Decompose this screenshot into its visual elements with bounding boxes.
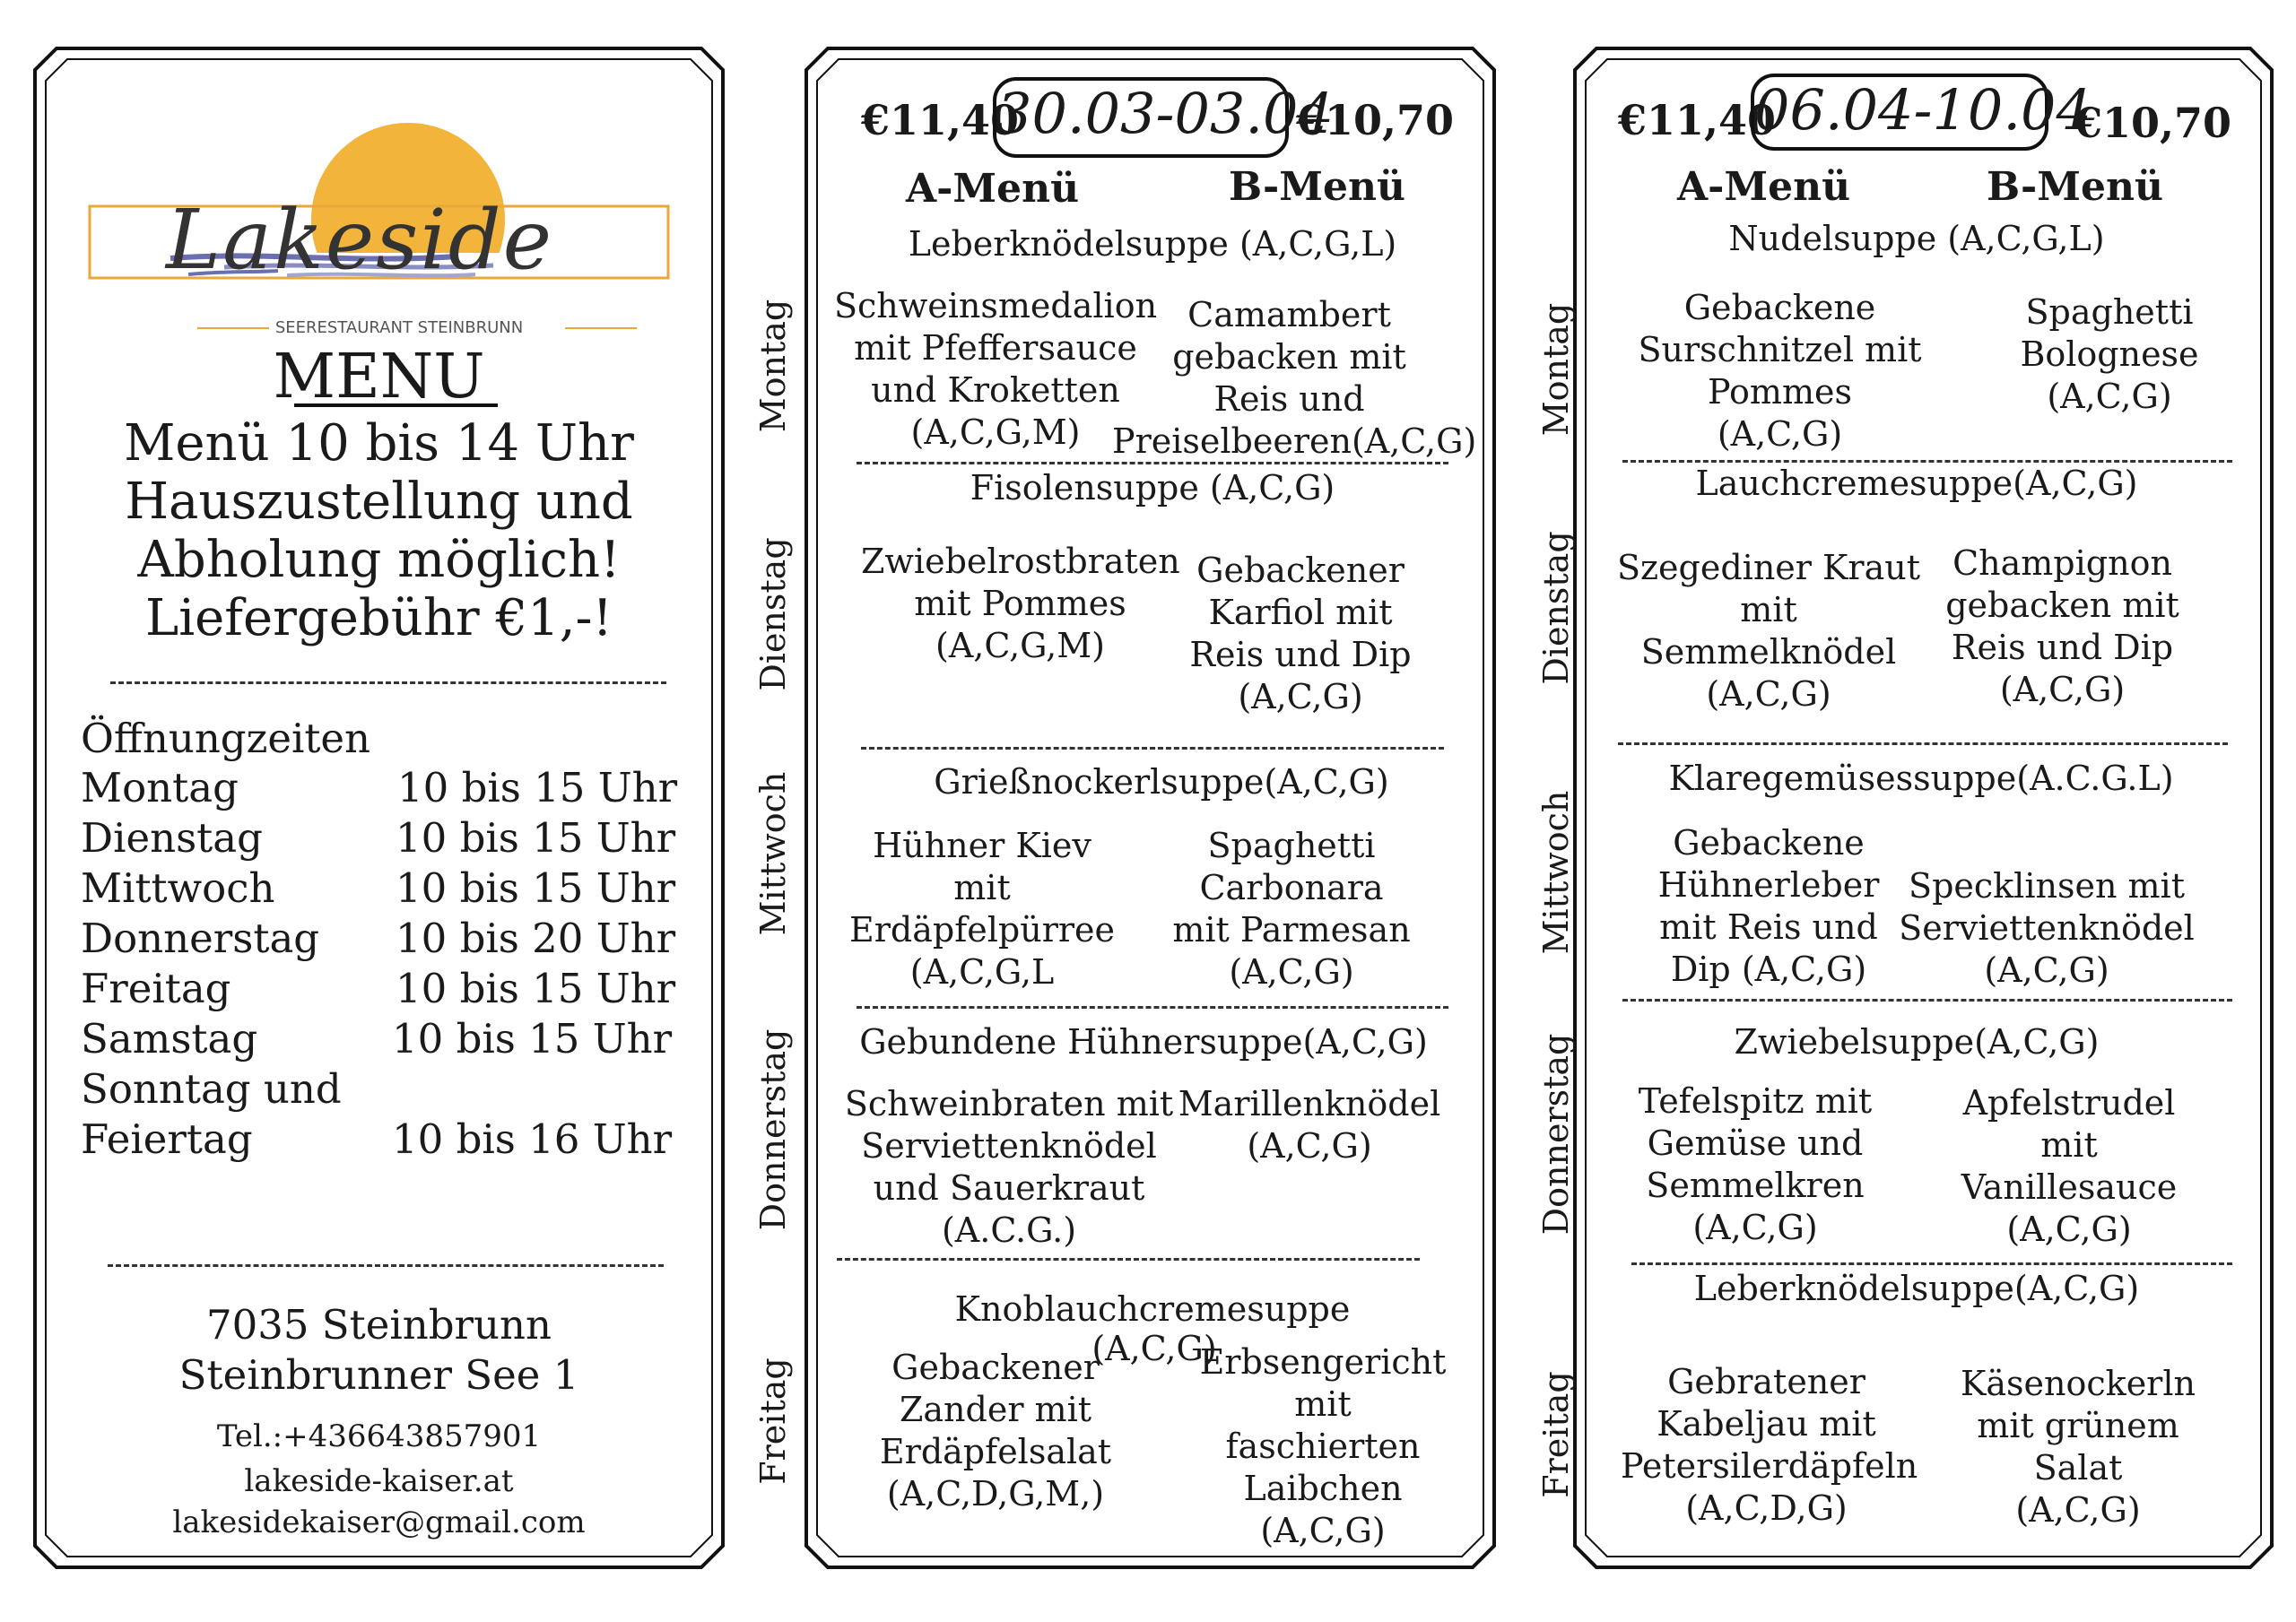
dish-line: (A,C,G,M)	[935, 626, 1105, 665]
dish-line: Schweinbraten mit	[844, 1084, 1174, 1123]
divider	[857, 462, 1448, 464]
day-label-dienstag: Dienstag	[753, 537, 793, 691]
dish-line: Specklinsen mit	[1909, 866, 2185, 906]
dish-line: Erdäpfelpürree	[848, 910, 1116, 950]
dish-line: Gebackener	[1196, 551, 1405, 590]
restaurant-logo	[81, 117, 673, 341]
soup: Grießnockerlsuppe(A,C,G)	[934, 762, 1389, 802]
dish-line: Zwiebelrostbraten	[861, 542, 1180, 581]
info-line: Hauszustellung und	[125, 473, 633, 531]
b-menu-dish	[1157, 825, 1426, 993]
dish-line: mit	[1294, 1384, 1352, 1424]
b-menu-dish	[1112, 294, 1477, 463]
dish-line: Bolognese	[2020, 334, 2199, 374]
dish-line: Salat	[2033, 1448, 2123, 1488]
dish-line: und Sauerkraut	[873, 1168, 1145, 1208]
divider	[857, 1006, 1448, 1009]
hours-day: Mittwoch	[81, 864, 275, 912]
logo-name: Lakeside	[166, 192, 554, 288]
dish-line: (A,C,D,G,M,)	[886, 1474, 1105, 1514]
dish-line: Hühner Kiev	[873, 826, 1091, 865]
day-label-dienstag: Dienstag	[1536, 531, 1576, 685]
dish-line: Kabeljau mit	[1657, 1404, 1876, 1444]
info-panel	[31, 45, 726, 1571]
dish-line: Semmelknödel	[1640, 632, 1897, 672]
soup: Fisolensuppe (A,C,G)	[970, 468, 1335, 507]
dish-line: Champignon	[1952, 543, 2172, 583]
dish-line: (A,C,G)	[2015, 1490, 2141, 1530]
hours-day: Dienstag	[81, 814, 263, 862]
dish-line: (A,C,G)	[1260, 1511, 1386, 1550]
divider	[1631, 1262, 2232, 1265]
dish-line: Gemüse und	[1647, 1123, 1864, 1163]
dish-line: Spaghetti	[2025, 292, 2194, 332]
dish-line: mit Reis und	[1659, 907, 1878, 947]
dish-line: Zander mit	[899, 1390, 1092, 1429]
hours-time: 10 bis 15 Uhr	[397, 764, 678, 811]
dish-line: (A,C,G)	[1238, 677, 1363, 716]
dish-line: Preiselbeeren(A,C,G)	[1112, 421, 1477, 461]
dish-line: Surschnitzel mit	[1638, 330, 1922, 369]
dish-line: und Kroketten	[871, 370, 1120, 410]
a-menu-dish	[1639, 822, 1899, 991]
day-label-donnerstag: Donnerstag	[1536, 1033, 1576, 1236]
email: lakesidekaiser@gmail.com	[172, 1505, 586, 1540]
divider	[837, 1258, 1420, 1261]
hours-day: Montag	[81, 764, 239, 811]
hours-day: Samstag	[81, 1015, 258, 1063]
dish-line: Serviettenknödel	[1899, 908, 2195, 948]
dish-line: Marillenknödel	[1178, 1084, 1441, 1123]
dish-line: Semmelkren	[1646, 1166, 1865, 1205]
dish-line: Reis und Dip	[1189, 635, 1412, 674]
day-label-montag: Montag	[1536, 302, 1576, 437]
dish-line: mit	[953, 868, 1011, 907]
soup: Lauchcremesuppe(A,C,G)	[1695, 464, 2138, 503]
dish-line: Pommes	[1708, 372, 1852, 412]
b-menu-dish	[1166, 550, 1435, 718]
dish-line: Petersilerdäpfeln	[1621, 1446, 1918, 1486]
day-label-freitag: Freitag	[1536, 1371, 1576, 1498]
soup-allergens: (A,C,G)	[1091, 1329, 1217, 1368]
dish-line: mit Parmesan	[1172, 910, 1411, 950]
menu-title-underline	[294, 403, 498, 407]
a-menu-dish	[1621, 1080, 1890, 1249]
soup: Knoblauchcremesuppe	[954, 1289, 1351, 1329]
b-menu-dish	[1921, 542, 2204, 711]
info-line: Liefergebühr €1,-!	[145, 589, 613, 647]
a-menu-dish	[861, 541, 1179, 667]
day-label-donnerstag: Donnerstag	[753, 1028, 793, 1231]
dish-line: mit Pfeffersauce	[854, 328, 1137, 368]
dish-line: (A,C,G)	[1999, 670, 2126, 709]
dish-line: Gebackene	[1683, 288, 1876, 327]
dish-line: (A,C,G,M)	[910, 412, 1081, 452]
price-a: €11,40	[1618, 96, 1777, 144]
dish-line: Gebratener	[1667, 1362, 1866, 1401]
hours-time: 10 bis 20 Uhr	[396, 915, 676, 962]
day-label-freitag: Freitag	[753, 1357, 793, 1485]
dish-line: Spaghetti	[1207, 826, 1376, 865]
b-menu-dish	[1975, 291, 2244, 418]
dish-line: gebacken mit	[1945, 585, 2179, 625]
a-menu-dish	[843, 1083, 1175, 1252]
a-menu-dish	[1612, 547, 1926, 716]
hours-time: 10 bis 15 Uhr	[396, 965, 676, 1012]
hours-time: 10 bis 15 Uhr	[396, 864, 676, 912]
address-line: Steinbrunner See 1	[178, 1351, 579, 1399]
b-menu-dish	[1926, 1082, 2213, 1251]
dish-line: gebacken mit	[1172, 337, 1406, 377]
a-menu-header: A-Menü	[906, 166, 1080, 212]
panel-border	[1571, 45, 2275, 1571]
week-date-range: 30.03-03.04	[993, 77, 1289, 158]
dish-line: mit Pommes	[914, 584, 1126, 623]
soup: Klaregemüsessuppe(A.C.G.L)	[1668, 759, 2174, 798]
divider	[108, 1264, 664, 1267]
day-label-montag: Montag	[753, 299, 793, 433]
dish-line: Erbsengericht	[1199, 1342, 1447, 1382]
dish-line: Schweinsmedalion	[833, 286, 1158, 325]
b-menu-header: B-Menü	[1229, 164, 1405, 210]
dish-line: Karfiol mit	[1208, 593, 1393, 632]
dish-line: Hühnerleber	[1657, 865, 1880, 905]
dish-line: (A,C,G)	[1692, 1208, 1818, 1247]
menu-title: MENU	[273, 342, 485, 412]
b-menu-dish	[1894, 865, 2199, 992]
hours-day: Sonntag und	[81, 1065, 342, 1113]
dish-line: faschierten	[1225, 1427, 1421, 1466]
dish-line: (A,C,G)	[2006, 1210, 2132, 1249]
a-menu-dish	[848, 825, 1117, 993]
dish-line: (A,C,G)	[1984, 950, 2109, 990]
dish-line: mit grünem	[1977, 1406, 2179, 1445]
address-line: 7035 Steinbrunn	[205, 1301, 552, 1349]
dish-line: Dip (A,C,G)	[1670, 950, 1867, 989]
a-menu-dish	[861, 1347, 1130, 1515]
info-line: Menü 10 bis 14 Uhr	[124, 414, 634, 473]
divider	[110, 681, 666, 684]
soup: Leberknödelsuppe (A,C,G,L)	[908, 224, 1397, 264]
logo-subtitle: SEERESTAURANT STEINBRUNN	[274, 318, 524, 337]
day-label-mittwoch: Mittwoch	[753, 771, 793, 936]
b-menu-dish	[1944, 1363, 2213, 1531]
dish-line: (A,C,D,G)	[1685, 1488, 1848, 1528]
dish-line: Serviettenknödel	[861, 1126, 1157, 1166]
b-menu-dish	[1175, 1083, 1444, 1167]
hours-time: 10 bis 15 Uhr	[396, 814, 676, 862]
dish-line: mit	[1740, 590, 1797, 629]
week2-panel	[1536, 45, 2275, 1571]
divider	[861, 747, 1444, 750]
dish-line: (A,C,G)	[2047, 377, 2172, 416]
info-line: Abholung möglich!	[137, 531, 621, 589]
price-b: €10,70	[2074, 99, 2232, 147]
soup: Zwiebelsuppe(A,C,G)	[1734, 1022, 2100, 1062]
dish-line: (A,C,G)	[1247, 1126, 1372, 1166]
a-menu-header: A-Menü	[1677, 164, 1851, 210]
price-a: €11,40	[861, 96, 1020, 144]
hours-title: Öffnungzeiten	[81, 715, 371, 762]
dish-line: (A,C,G)	[1229, 952, 1354, 992]
divider	[1622, 999, 2232, 1002]
dish-line: Gebackene	[1673, 823, 1865, 863]
dish-line: Apfelstrudel	[1962, 1083, 2176, 1123]
hours-day: Freitag	[81, 965, 231, 1012]
dish-line: Vanillesauce	[1961, 1167, 2178, 1207]
hours-time: 10 bis 15 Uhr	[392, 1015, 673, 1063]
divider	[1622, 460, 2232, 463]
hours-day: Donnerstag	[81, 915, 320, 962]
dish-line: Reis und Dip	[1951, 628, 2174, 667]
dish-line: (A.C.G.)	[941, 1210, 1077, 1250]
dish-line: Carbonara	[1199, 868, 1384, 907]
b-menu-header: B-Menü	[1987, 164, 2163, 210]
phone-number: Tel.:+436643857901	[216, 1418, 542, 1454]
a-menu-dish	[1621, 1361, 1918, 1530]
soup: Leberknödelsuppe(A,C,G)	[1693, 1269, 2140, 1308]
divider	[1618, 742, 2228, 745]
week-date-range: 06.04-10.04	[1751, 74, 2048, 151]
week1-panel	[753, 45, 1498, 1571]
dish-line: (A,C,G)	[1717, 414, 1843, 454]
dish-line: Reis und	[1213, 379, 1365, 419]
a-menu-dish	[1630, 287, 1930, 455]
dish-line: Erdäpfelsalat	[879, 1432, 1112, 1471]
dish-line: Szegediner Kraut	[1617, 548, 1920, 587]
hours-time: 10 bis 16 Uhr	[392, 1115, 673, 1163]
dish-line: Tefelspitz mit	[1638, 1081, 1873, 1121]
price-b: €10,70	[1296, 96, 1455, 144]
dish-line: (A,C,G,L	[909, 952, 1055, 992]
website: lakeside-kaiser.at	[244, 1463, 514, 1499]
hours-day: Feiertag	[81, 1115, 253, 1163]
soup: Gebundene Hühnersuppe(A,C,G)	[859, 1022, 1428, 1062]
dish-line: (A,C,G)	[1706, 674, 1831, 714]
b-menu-dish	[1188, 1341, 1457, 1552]
dish-line: mit	[2040, 1125, 2098, 1165]
dish-line: Camambert	[1187, 295, 1391, 334]
dish-line: Gebackener	[891, 1348, 1100, 1387]
dish-line: Laibchen	[1243, 1469, 1403, 1508]
soup: Nudelsuppe (A,C,G,L)	[1728, 219, 2105, 258]
day-label-mittwoch: Mittwoch	[1536, 790, 1576, 955]
dish-line: Käsenockerln	[1961, 1364, 2196, 1403]
